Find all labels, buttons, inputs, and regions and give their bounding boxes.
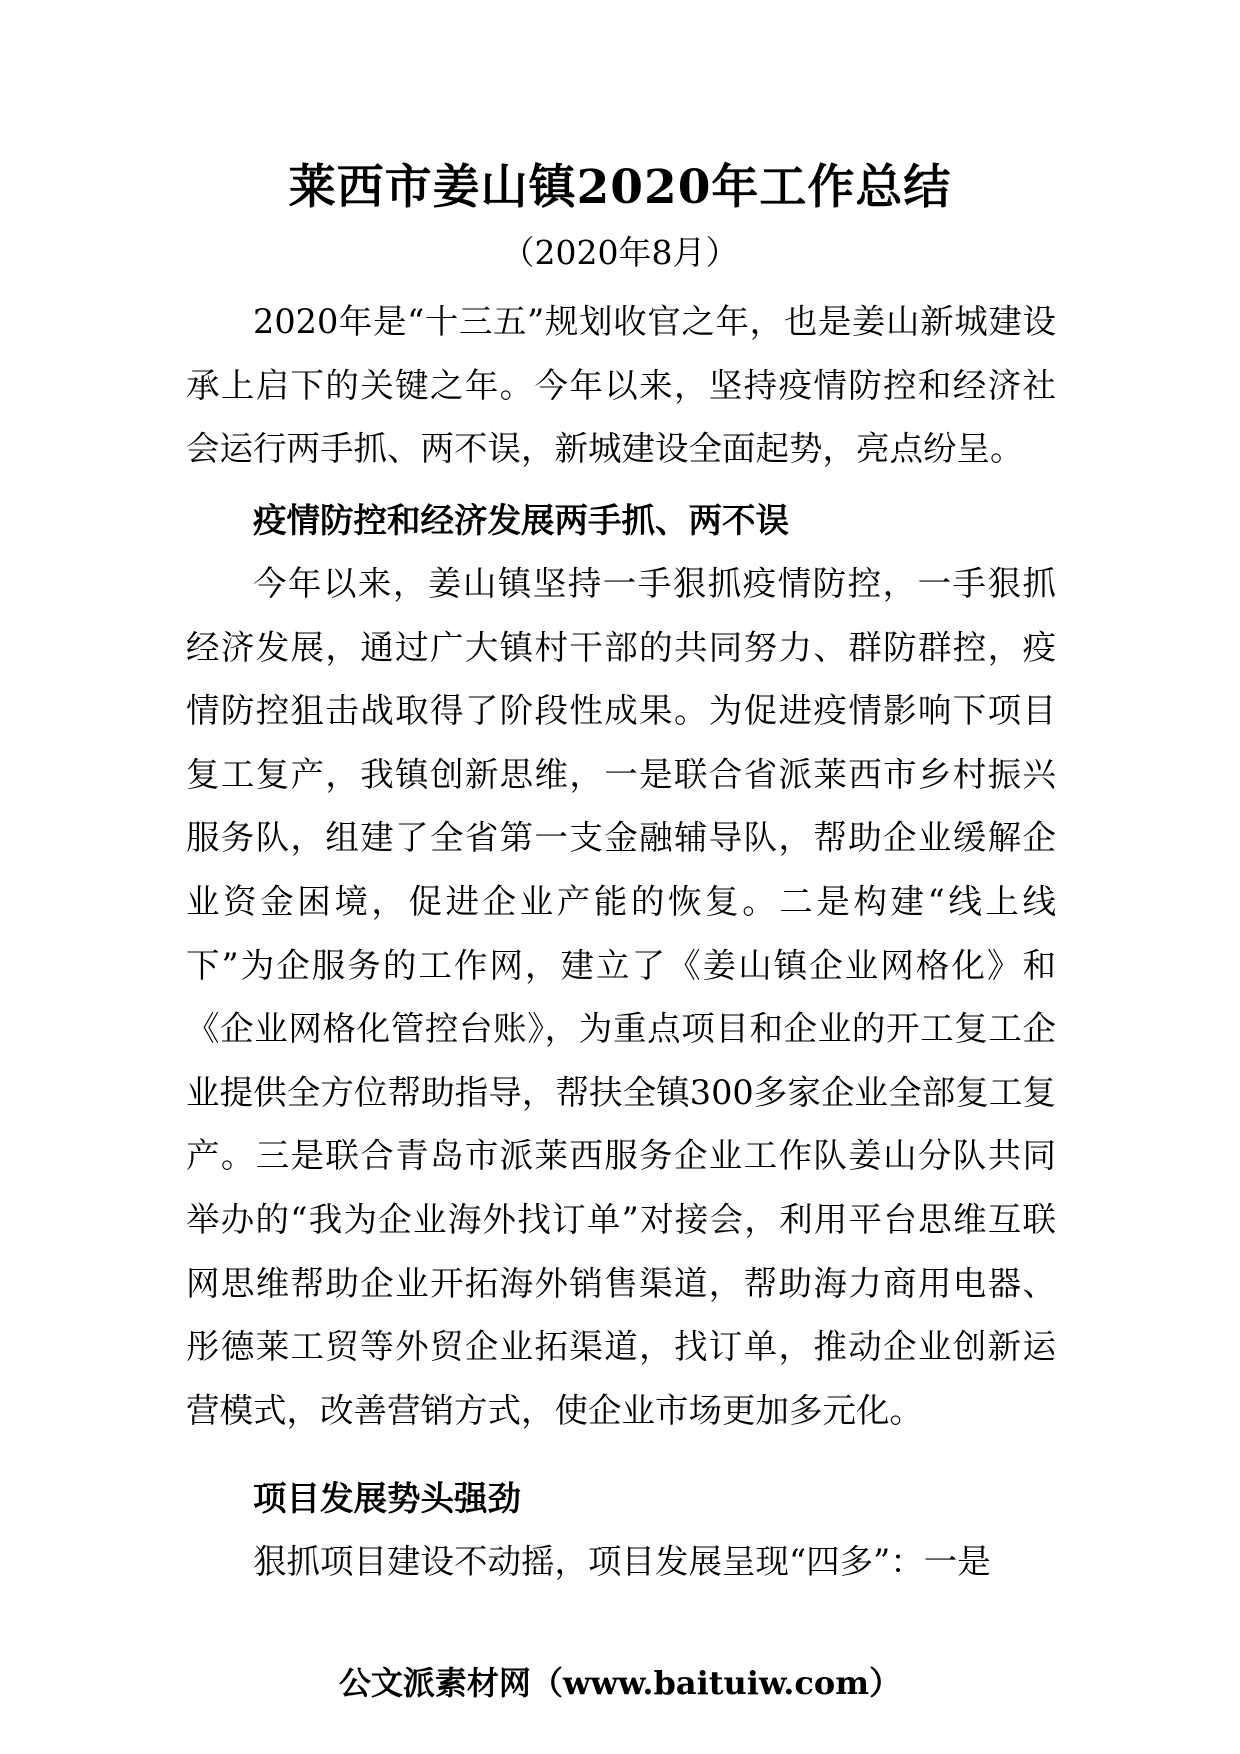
section-heading-epidemic: 疫情防控和经济发展两手抓、两不误 [253, 501, 789, 540]
paragraph-intro: 2020年是“十三五”规划收官之年，也是姜山新城建设承上启下的关键之年。今年以来，坚持疫情防控和经济社会运行两手抓、两不误，新城建设全面起势，亮点纷呈。 [186, 302, 1056, 469]
document-date: （2020年8月） [501, 233, 739, 272]
document-title: 莱西市姜山镇2020年工作总结 [288, 160, 952, 215]
footer-watermark: 公文派素材网（www.baituiw.com） [338, 1664, 902, 1702]
section-heading-projects: 项目发展势头强劲 [253, 1479, 521, 1518]
paragraph-epidemic: 今年以来，姜山镇坚持一手狠抓疫情防控，一手狠抓经济发展，通过广大镇村干部的共同努力、群防群控，疫情防控狙击战取得了阶段性成果。为促进疫情影响下项目复工复产，我镇创新思维，一是联合省派莱西市乡村振兴服务队，组建了全省第一支金融辅导队，帮助企业缓解企业资金困境，促进企业产能的恢复。二是构建“线上线下”为企服务的工作网，建立了《姜山镇企业网格化》和《企业网格化管控台账》，为重点项目和企业的开工复工企业提供全方位帮助指导，帮扶全镇300多家企业全部复工复产。三是联合青岛市派莱西服务企业工作队姜山分队共同举办的“我为企业海外找订单”对接会，利用平台思维互联网思维帮助企业开拓海外销售渠道，帮助海力商用电器、彤德莱工贸等外贸企业拓渠道，找订单，推动企业创新运营模式，改善营销方式，使企业市场更加多元化。 [186, 564, 1056, 1430]
paragraph-projects: 狠抓项目建设不动摇，项目发展呈现“四多”：一是 [253, 1542, 991, 1581]
